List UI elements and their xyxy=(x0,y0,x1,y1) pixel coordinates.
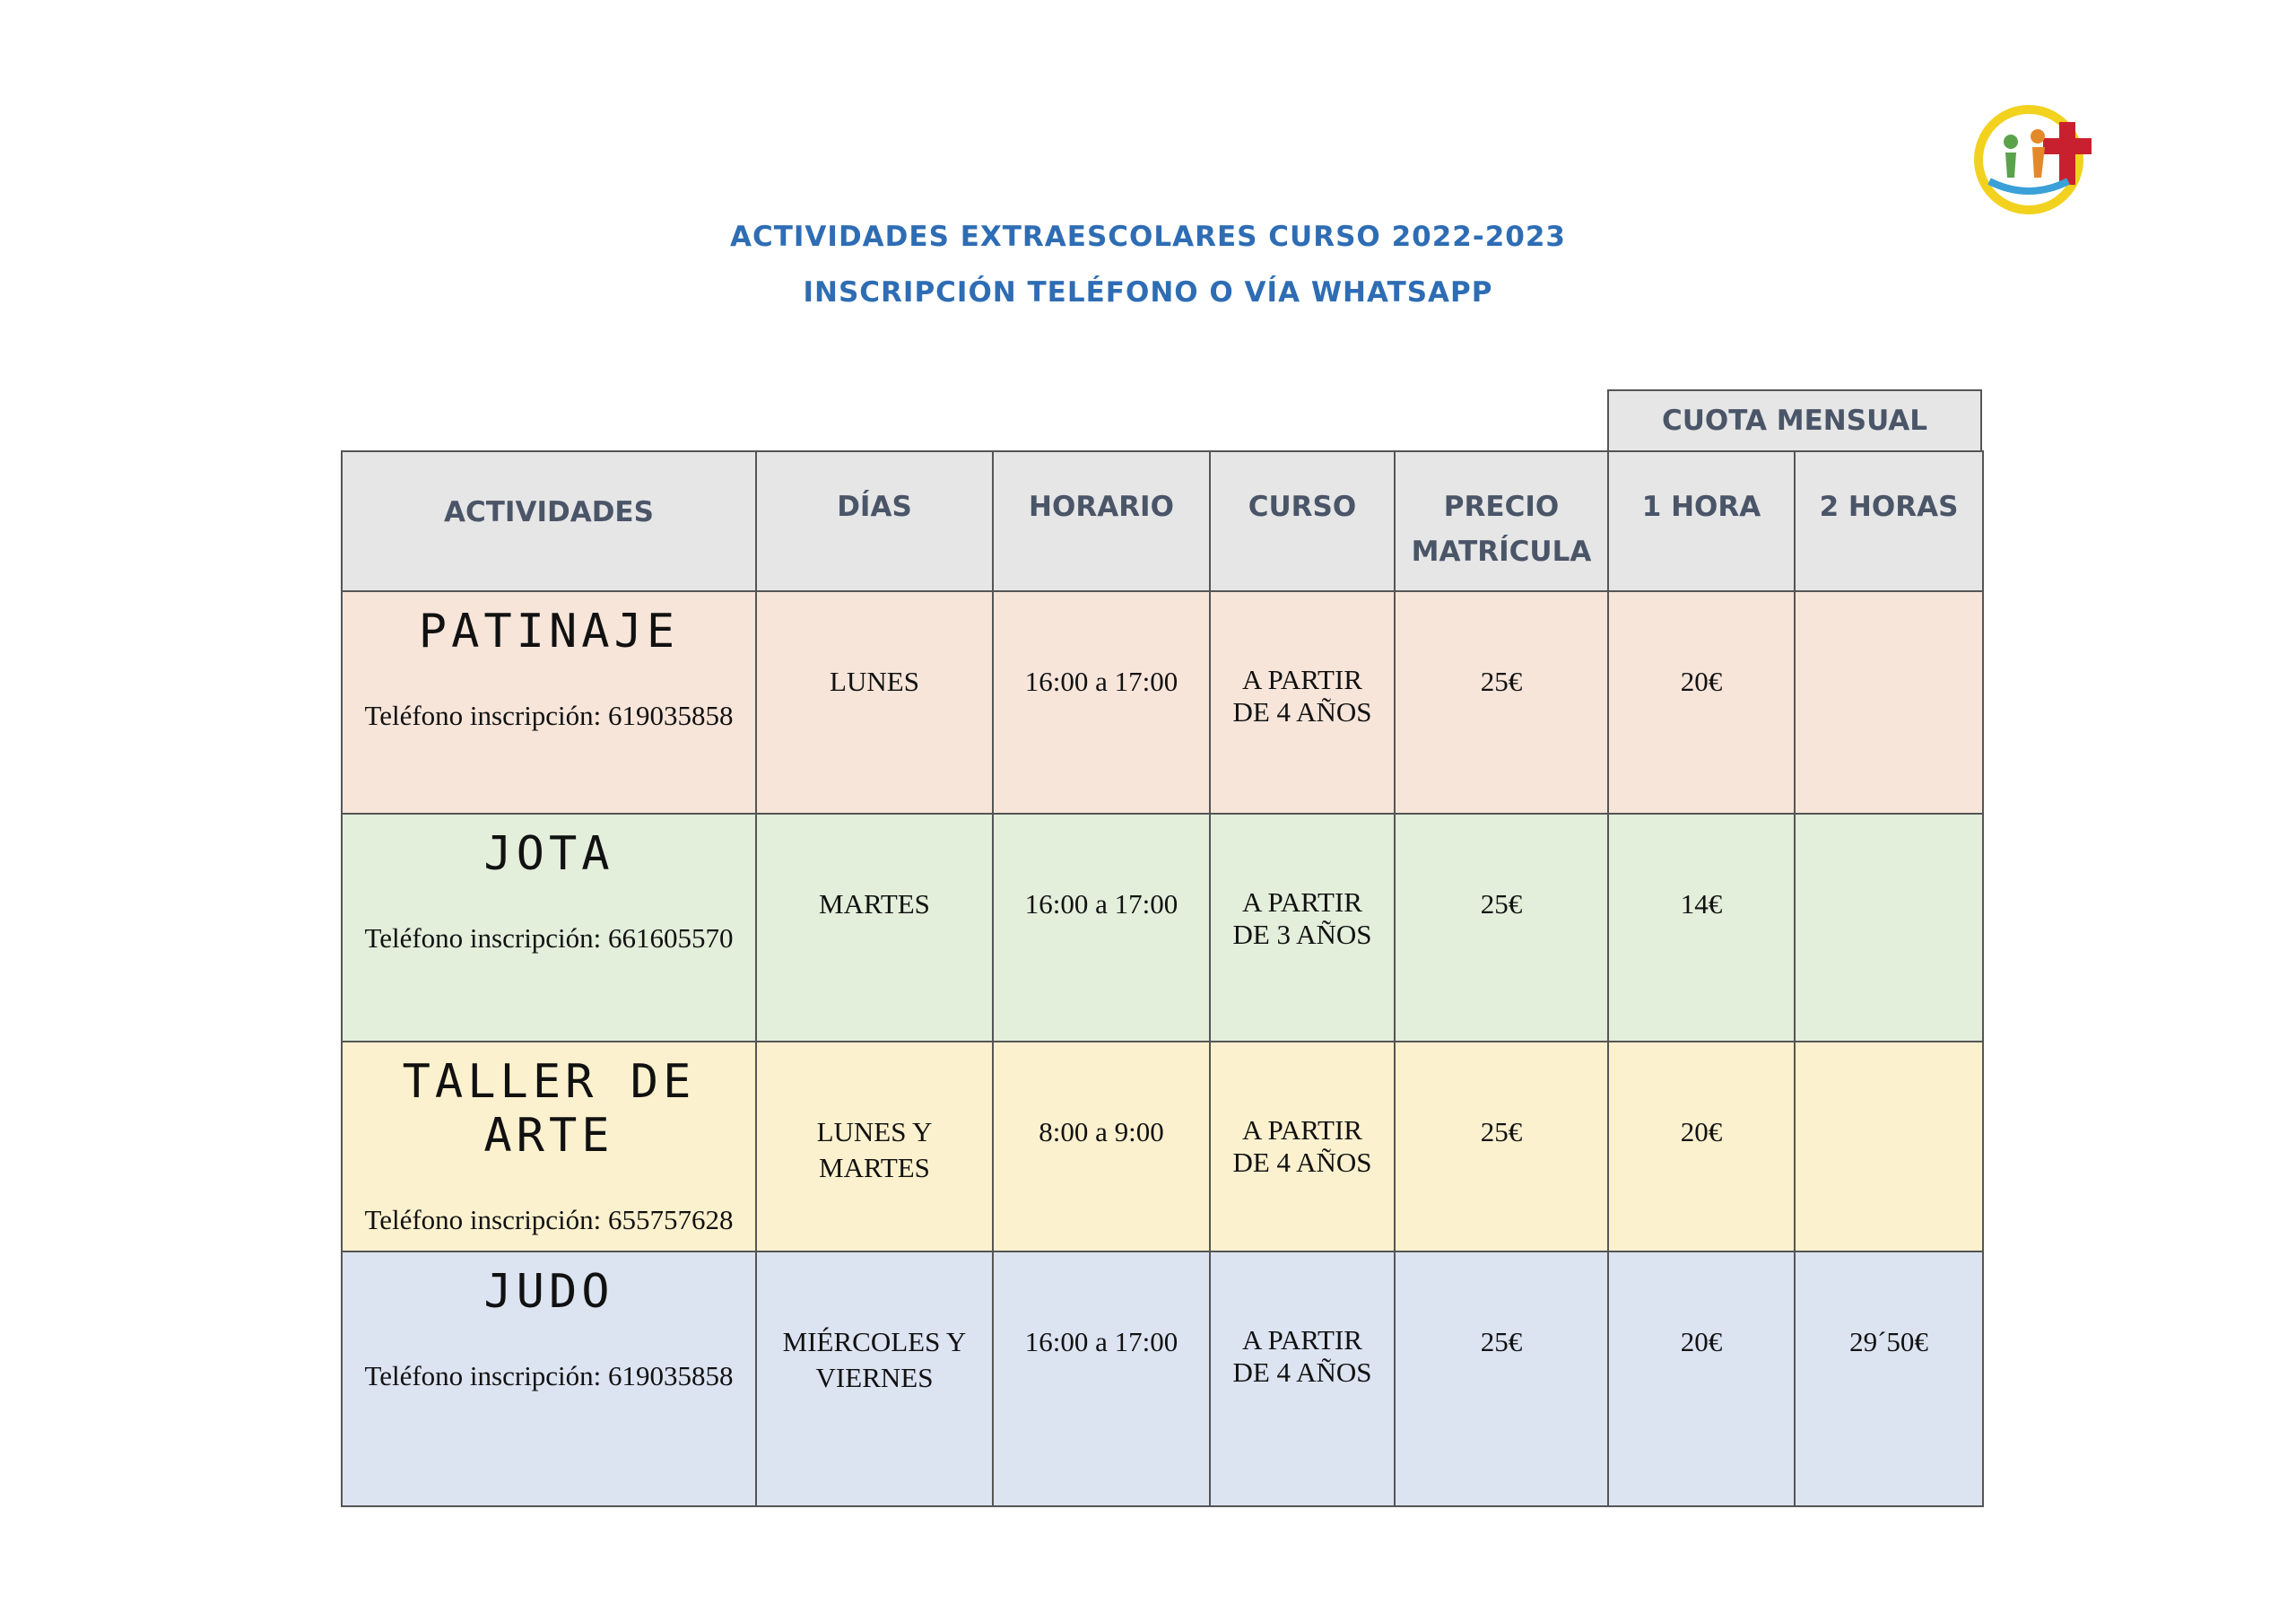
group-header-cuota-mensual: CUOTA MENSUAL xyxy=(1607,389,1982,454)
dias-cell: MIÉRCOLES Y VIERNES xyxy=(756,1251,993,1506)
activity-cell xyxy=(342,814,756,1042)
precio-cell: 25€ xyxy=(1395,814,1608,1042)
activity-phone: Teléfono inscripción: 655757628 xyxy=(364,1204,734,1235)
horario-cell: 16:00 a 17:00 xyxy=(993,814,1210,1042)
dias-cell: LUNES Y MARTES xyxy=(756,1042,993,1251)
hora2-cell xyxy=(1795,591,1983,814)
curso-cell: A PARTIR DE 3 AÑOS xyxy=(1210,814,1395,1042)
activity-cell xyxy=(342,1042,756,1251)
table-header-row xyxy=(342,451,1983,591)
activity-phone: Teléfono inscripción: 619035858 xyxy=(364,700,734,731)
activity-phone: Teléfono inscripción: 619035858 xyxy=(364,1360,734,1391)
header-dias: DÍAS xyxy=(756,451,993,591)
hora1-cell: 20€ xyxy=(1608,591,1795,814)
curso-cell: A PARTIR DE 4 AÑOS xyxy=(1210,1251,1395,1506)
hora2-cell xyxy=(1795,1042,1983,1251)
header-1-hora: 1 HORA xyxy=(1608,451,1795,591)
hora1-cell: 14€ xyxy=(1608,814,1795,1042)
activity-name: PATINAJE xyxy=(418,605,680,658)
hora2-cell xyxy=(1795,814,1983,1042)
hora1-cell: 20€ xyxy=(1608,1042,1795,1251)
table-row xyxy=(342,1042,1983,1251)
table-row xyxy=(342,1251,1983,1506)
activity-phone: Teléfono inscripción: 661605570 xyxy=(364,922,734,954)
precio-cell: 25€ xyxy=(1395,1251,1608,1506)
dias-cell: MARTES xyxy=(756,814,993,1042)
activities-table xyxy=(341,450,1984,1507)
header-horario: HORARIO xyxy=(993,451,1210,591)
table-row xyxy=(342,814,1983,1042)
precio-cell: 25€ xyxy=(1395,591,1608,814)
hora1-cell: 20€ xyxy=(1608,1251,1795,1506)
table-row xyxy=(342,591,1983,814)
header-2-horas: 2 HORAS xyxy=(1795,451,1983,591)
curso-cell: A PARTIR DE 4 AÑOS xyxy=(1210,591,1395,814)
dias-cell: LUNES xyxy=(756,591,993,814)
horario-cell: 16:00 a 17:00 xyxy=(993,1251,1210,1506)
activity-name: TALLER DE ARTE xyxy=(402,1055,696,1163)
school-logo xyxy=(1970,95,2095,221)
activity-name: JUDO xyxy=(483,1265,614,1319)
header-actividades: ACTIVIDADES xyxy=(342,451,756,591)
header-precio-matricula: PRECIO MATRÍCULA xyxy=(1395,451,1608,591)
horario-cell: 8:00 a 9:00 xyxy=(993,1042,1210,1251)
precio-cell: 25€ xyxy=(1395,1042,1608,1251)
page-subtitle: INSCRIPCIÓN TELÉFONO O VÍA WHATSAPP xyxy=(803,276,1493,309)
curso-cell: A PARTIR DE 4 AÑOS xyxy=(1210,1042,1395,1251)
activity-cell xyxy=(342,1251,756,1506)
hora2-cell: 29´50€ xyxy=(1795,1251,1983,1506)
horario-cell: 16:00 a 17:00 xyxy=(993,591,1210,814)
page-title: ACTIVIDADES EXTRAESCOLARES CURSO 2022-2023 xyxy=(730,221,1566,253)
header-curso: CURSO xyxy=(1210,451,1395,591)
activity-cell xyxy=(342,591,756,814)
activity-name: JOTA xyxy=(483,827,614,881)
